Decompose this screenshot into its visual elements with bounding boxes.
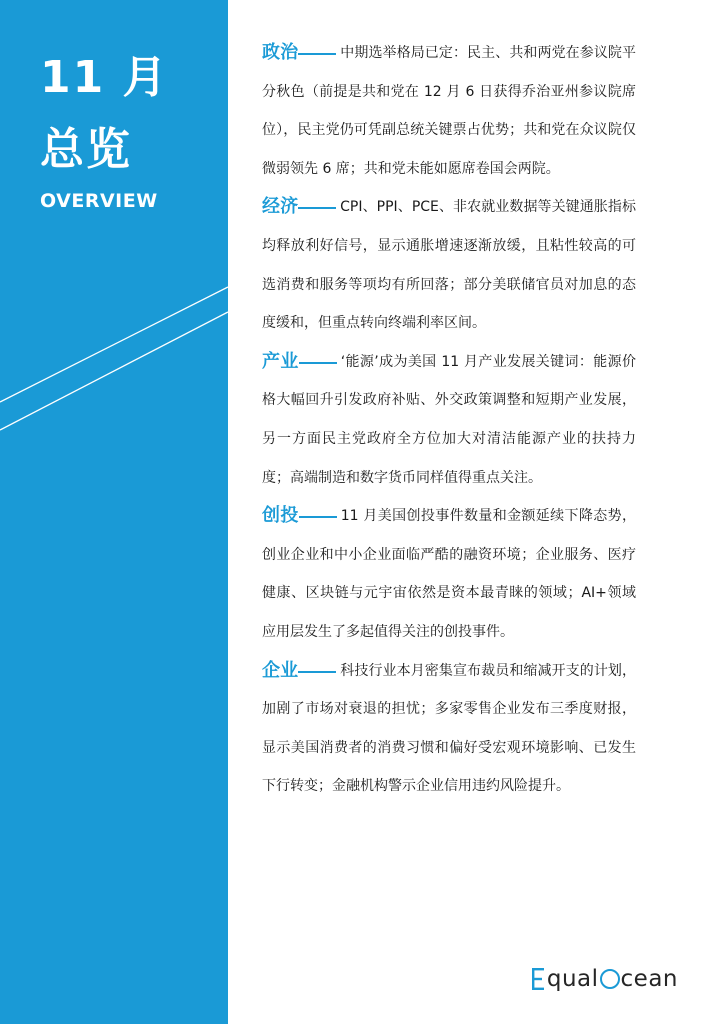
section-industry [262, 343, 636, 497]
section-venture [262, 497, 636, 651]
section-paragraph [262, 343, 636, 497]
heading-dash [298, 671, 336, 673]
section-text: CPI、PPI、PCE、非农就业数据等关键通胀指标均释放利好信号，显示通胀增速逐渐放缓，且粘性较高的可选消费和服务等项均有所回落；部分美联储官员对加息的态度缓和，但重点转向终端利率区间。 [262, 199, 636, 332]
logo-e-icon [532, 968, 546, 990]
section-text: 11 月美国创投事件数量和金额延续下降态势，创业企业和中小企业面临严酷的融资环境；企业服务、医疗健康、区块链与元宇宙依然是资本最青睐的领域；AI+领域应用层发生了多起值得关注的创投事件。 [262, 508, 637, 640]
section-text: 科技行业本月密集宣布裁员和缩减开支的计划，加剧了市场对衰退的担忧；多家零售企业发布三季度财报，显示美国消费者的消费习惯和偏好受宏观环境影响、已发生下行转变；金融机构警示企业信用违约风险提升。 [262, 662, 637, 795]
section-text: 中期选举格局已定：民主、共和两党在参议院平分秋色（前提是共和党在 12 月 6 日获得乔治亚州参议院席位），民主党仍可凭副总统关键票占优势；共和党在众议院仅微弱领先 6 席；共和党未能如愿席卷国会两院。 [262, 45, 637, 177]
logo-o-icon [600, 969, 620, 989]
logo-text-part1: qual [546, 966, 599, 992]
sidebar-panel [0, 0, 228, 1024]
equalocean-logo [532, 962, 678, 996]
page-subtitle: OVERVIEW [40, 190, 158, 212]
section-heading: 经济 [262, 196, 299, 218]
section-text: ‘能源’成为美国 11 月产业发展关键词：能源价格大幅回升引发政府补贴、外交政策调整和短期产业发展，另一方面民主党政府全方位加大对清洁能源产业的扶持力度；高端制造和数字货币同样值得重点关注。 [262, 353, 636, 486]
section-paragraph [262, 188, 636, 342]
heading-dash [299, 362, 337, 364]
section-politics [262, 34, 636, 188]
section-heading: 产业 [262, 350, 299, 372]
section-enterprise [262, 652, 636, 806]
heading-dash [298, 53, 336, 55]
section-heading: 企业 [262, 659, 299, 681]
section-paragraph [262, 652, 636, 806]
logo-text-part2: cean [620, 966, 678, 992]
section-heading: 创投 [262, 505, 299, 527]
title-overview: 总览 [40, 124, 132, 175]
section-heading: 政治 [262, 42, 299, 63]
section-economy [262, 188, 636, 342]
section-paragraph [262, 34, 636, 188]
decorative-line-lower [0, 312, 228, 430]
title-month: 11 月 [40, 52, 169, 103]
decorative-line-upper [0, 287, 228, 402]
section-paragraph [262, 497, 636, 651]
heading-dash [299, 516, 337, 518]
heading-dash [298, 207, 336, 209]
decorative-lines [0, 0, 228, 1024]
overview-content [262, 34, 636, 806]
